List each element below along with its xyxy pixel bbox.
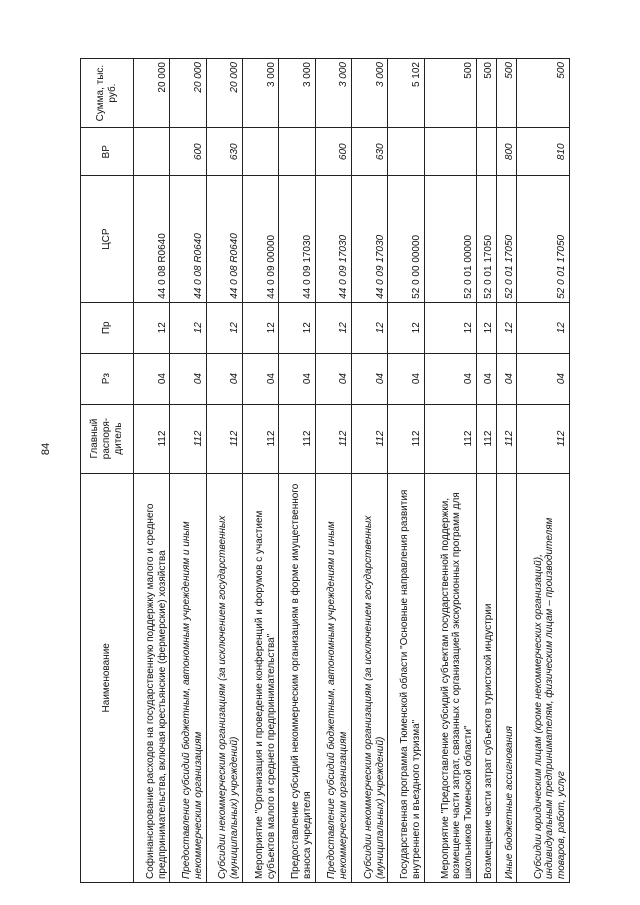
table-row	[206, 59, 242, 883]
cell-chief-administrator: 112	[134, 404, 170, 473]
cell-subsection: 12	[497, 302, 517, 353]
cell-section: 04	[315, 353, 351, 404]
cell-expense-type: 630	[351, 128, 387, 176]
cell-chief-administrator: 112	[424, 404, 476, 473]
page-number: 84	[40, 442, 53, 456]
cell-chief-administrator: 112	[279, 404, 315, 473]
cell-section: 04	[170, 353, 206, 404]
table-row	[388, 59, 424, 883]
header-expense-type: ВР	[81, 128, 134, 176]
cell-expense-type: 800	[497, 128, 517, 176]
cell-subsection: 12	[242, 302, 278, 353]
cell-target-article: 52 0 00 00000	[388, 176, 424, 302]
cell-name: Субсидии юридическим лицам (кроме некоммерческих организаций), индивидуальным предпринимателям, физическим лицам – производителям товаров, работ, услуг	[517, 473, 570, 882]
cell-target-article: 52 0 01 17050	[477, 176, 497, 302]
cell-amount: 500	[497, 59, 517, 128]
cell-target-article: 44 0 09 17030	[351, 176, 387, 302]
table-header-row	[81, 59, 134, 883]
cell-name: Предоставление субсидий некоммерческим организациям в форме имущественного взноса учредителя	[279, 473, 315, 882]
cell-expense-type	[242, 128, 278, 176]
cell-name: Возмещение части затрат субъектов туристской индустрии	[477, 473, 497, 882]
cell-target-article: 52 0 01 17050	[517, 176, 570, 302]
cell-target-article: 52 0 01 00000	[424, 176, 476, 302]
cell-subsection: 12	[424, 302, 476, 353]
cell-subsection: 12	[477, 302, 497, 353]
cell-expense-type: 600	[315, 128, 351, 176]
cell-expense-type: 630	[206, 128, 242, 176]
cell-target-article: 44 0 09 17030	[315, 176, 351, 302]
cell-amount: 3 000	[351, 59, 387, 128]
cell-chief-administrator: 112	[477, 404, 497, 473]
cell-name: Иные бюджетные ассигнования	[497, 473, 517, 882]
header-subsection: Пр	[81, 302, 134, 353]
budget-table	[80, 58, 570, 883]
cell-subsection: 12	[351, 302, 387, 353]
cell-target-article: 44 0 09 00000	[242, 176, 278, 302]
cell-target-article: 52 0 01 17050	[497, 176, 517, 302]
cell-target-article: 44 0 09 17030	[279, 176, 315, 302]
cell-section: 04	[517, 353, 570, 404]
header-target-article: ЦСР	[81, 176, 134, 302]
cell-section: 04	[134, 353, 170, 404]
cell-chief-administrator: 112	[388, 404, 424, 473]
cell-chief-administrator: 112	[497, 404, 517, 473]
cell-expense-type	[134, 128, 170, 176]
cell-subsection: 12	[134, 302, 170, 353]
cell-name: Мероприятие "Организация и проведение конференций и форумов с участием субъектов малого и среднего предпринимательства"	[242, 473, 278, 882]
cell-name: Предоставление субсидий бюджетным, автономным учреждениям и иным некоммерческим организациям	[315, 473, 351, 882]
cell-name: Мероприятие "Предоставление субсидий субъектам государственной поддержки, возмещение части затрат, связанных с организацией экскурсионных программ для школьников Тюменской области"	[424, 473, 476, 882]
cell-chief-administrator: 112	[170, 404, 206, 473]
cell-section: 04	[206, 353, 242, 404]
cell-name: Субсидии некоммерческим организациям (за исключением государственных (муниципальных) учреждений)	[206, 473, 242, 882]
cell-target-article: 44 0 08 R0640	[134, 176, 170, 302]
cell-chief-administrator: 112	[517, 404, 570, 473]
cell-amount: 3 000	[279, 59, 315, 128]
cell-section: 04	[351, 353, 387, 404]
table-row	[134, 59, 170, 883]
cell-subsection: 12	[206, 302, 242, 353]
cell-subsection: 12	[388, 302, 424, 353]
table-row	[497, 59, 517, 883]
cell-expense-type: 600	[170, 128, 206, 176]
cell-subsection: 12	[517, 302, 570, 353]
cell-amount: 5 102	[388, 59, 424, 128]
cell-chief-administrator: 112	[315, 404, 351, 473]
cell-amount: 500	[477, 59, 497, 128]
cell-name: Государственная программа Тюменской области "Основные направления развития внутреннего и въездного туризма"	[388, 473, 424, 882]
cell-section: 04	[477, 353, 497, 404]
cell-section: 04	[424, 353, 476, 404]
cell-expense-type	[424, 128, 476, 176]
cell-expense-type	[279, 128, 315, 176]
rotated-table-container	[80, 58, 570, 883]
cell-subsection: 12	[315, 302, 351, 353]
cell-name: Субсидии некоммерческим организациям (за исключением государственных (муниципальных) учреждений)	[351, 473, 387, 882]
cell-section: 04	[388, 353, 424, 404]
cell-amount: 3 000	[242, 59, 278, 128]
cell-amount: 500	[517, 59, 570, 128]
header-chief-administrator: Главный распоря-дитель	[81, 404, 134, 473]
cell-target-article: 44 0 08 R0640	[170, 176, 206, 302]
table-row	[477, 59, 497, 883]
table-row	[242, 59, 278, 883]
header-name: Наименование	[81, 473, 134, 882]
table-row	[170, 59, 206, 883]
cell-chief-administrator: 112	[242, 404, 278, 473]
table-row	[517, 59, 570, 883]
header-section: Рз	[81, 353, 134, 404]
cell-amount: 20 000	[134, 59, 170, 128]
cell-chief-administrator: 112	[206, 404, 242, 473]
cell-target-article: 44 0 08 R0640	[206, 176, 242, 302]
cell-amount: 20 000	[170, 59, 206, 128]
cell-section: 04	[497, 353, 517, 404]
cell-amount: 20 000	[206, 59, 242, 128]
cell-section: 04	[242, 353, 278, 404]
table-row	[279, 59, 315, 883]
cell-amount: 500	[424, 59, 476, 128]
cell-name: Софинансирование расходов на государственную поддержку малого и среднего предпринимательства, включая крестьянские (фермерские) хозяйства	[134, 473, 170, 882]
table-row	[315, 59, 351, 883]
cell-section: 04	[279, 353, 315, 404]
table-body	[134, 59, 570, 883]
cell-expense-type	[388, 128, 424, 176]
table-row	[424, 59, 476, 883]
cell-amount: 3 000	[315, 59, 351, 128]
cell-subsection: 12	[279, 302, 315, 353]
cell-expense-type	[477, 128, 497, 176]
table-row	[351, 59, 387, 883]
cell-name: Предоставление субсидий бюджетным, автономным учреждениям и иным некоммерческим организациям	[170, 473, 206, 882]
cell-subsection: 12	[170, 302, 206, 353]
cell-expense-type: 810	[517, 128, 570, 176]
cell-chief-administrator: 112	[351, 404, 387, 473]
header-amount: Сумма, тыс. руб.	[81, 59, 134, 128]
